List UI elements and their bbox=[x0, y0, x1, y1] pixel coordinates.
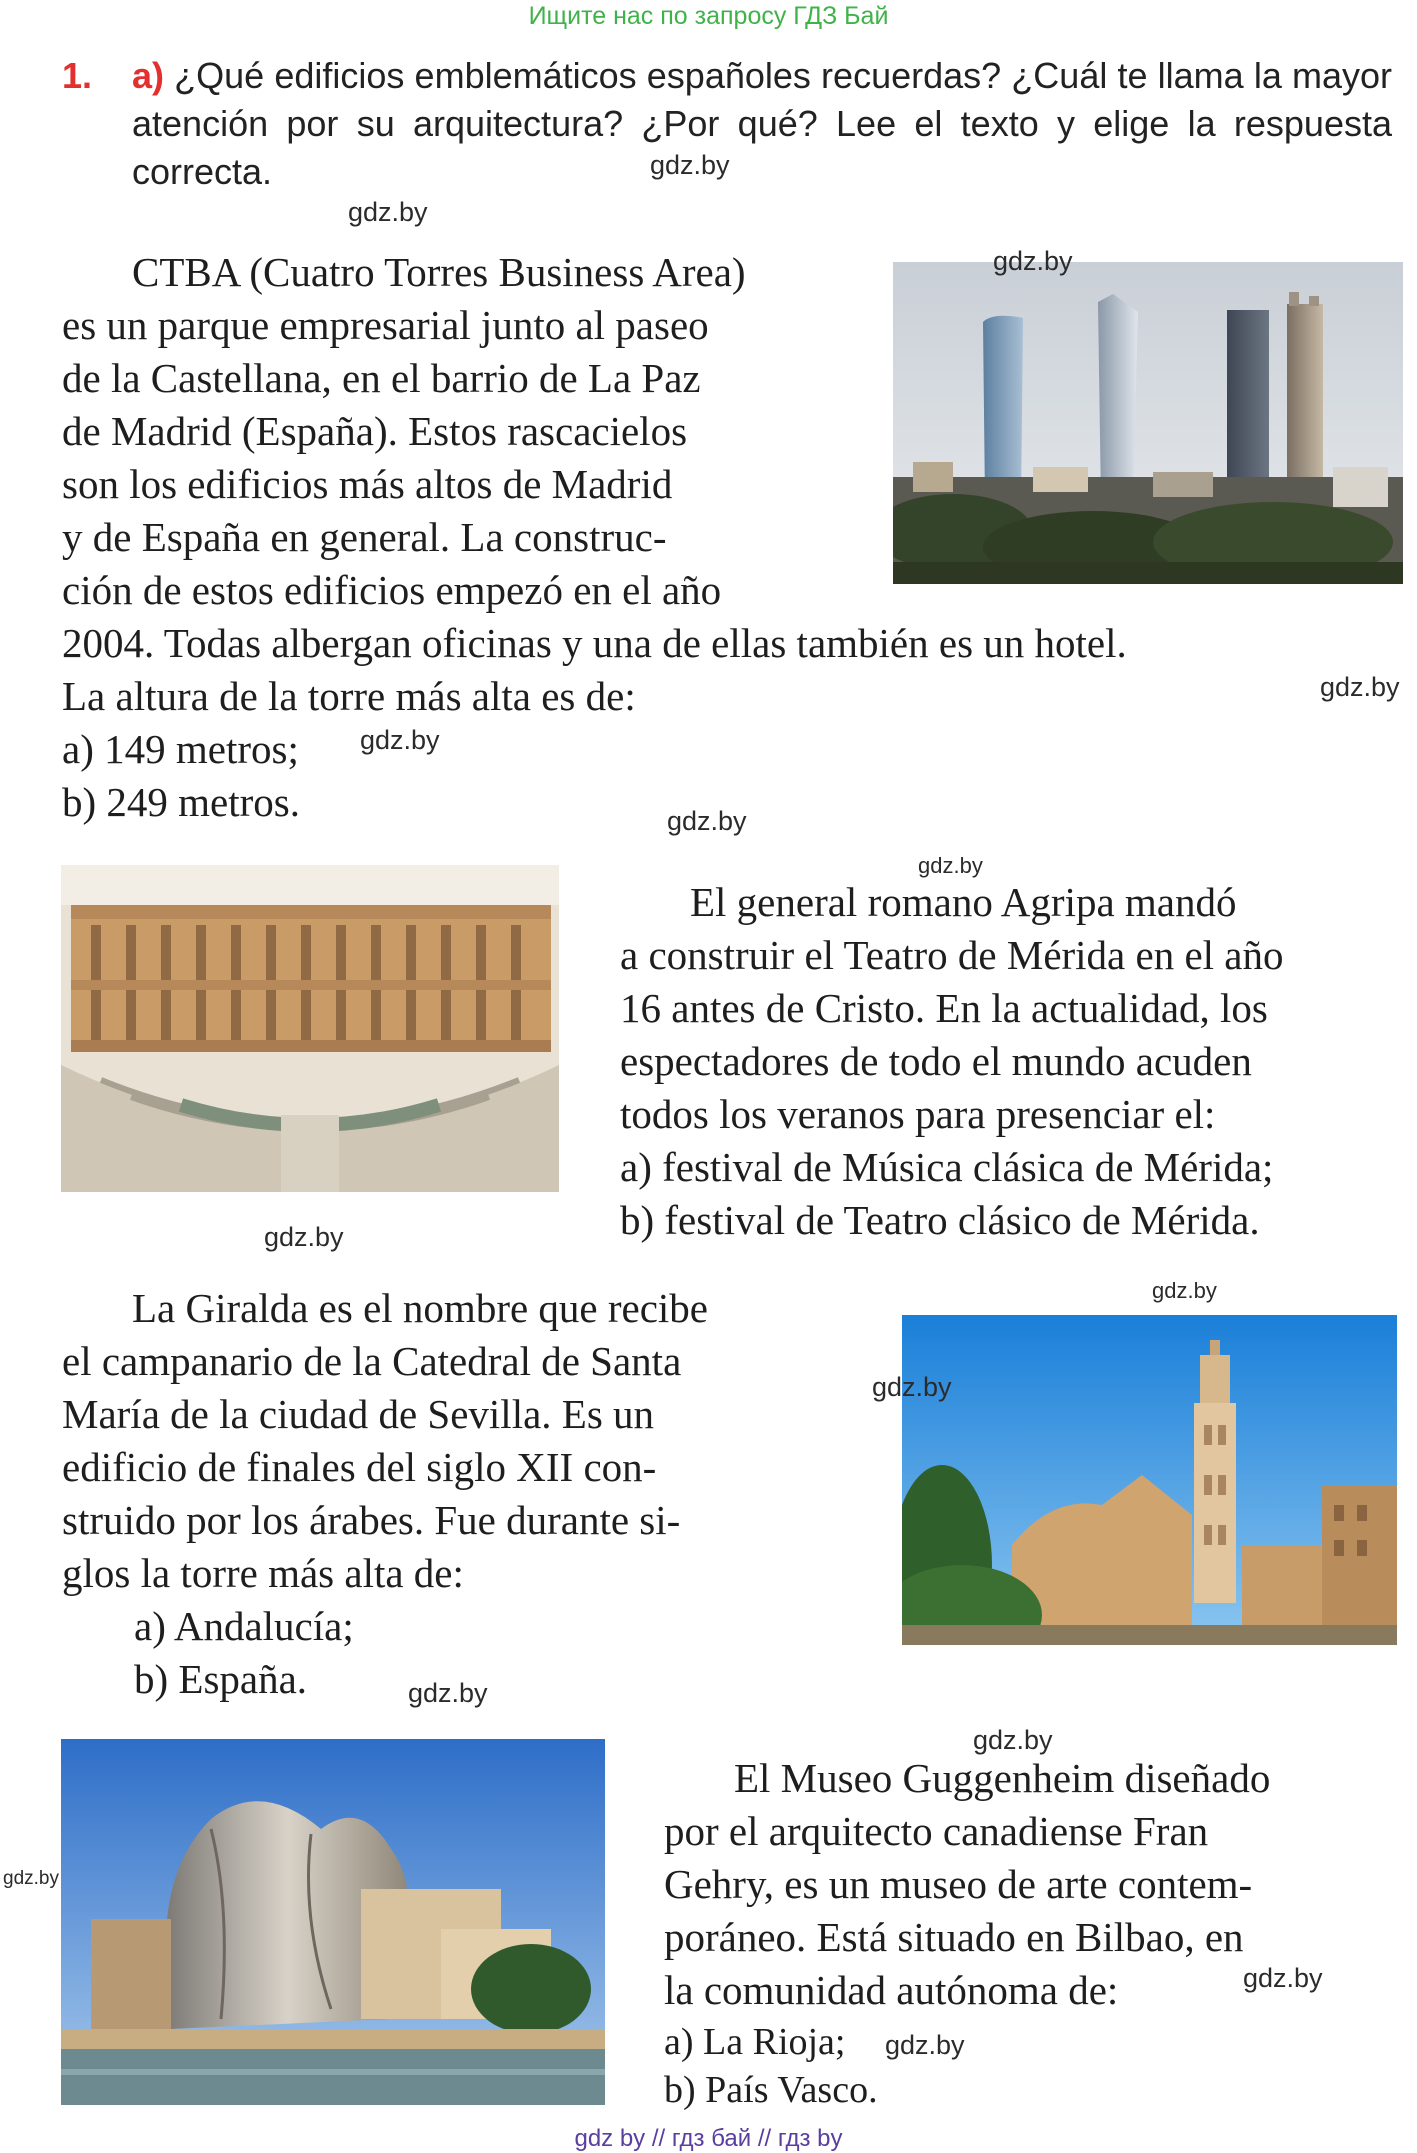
giralda-photo bbox=[902, 1315, 1397, 1645]
task-sub-label: a) bbox=[132, 55, 165, 96]
ctba-line-1: CTBA (Cuatro Torres Business Area) bbox=[132, 249, 746, 295]
merida-line-4: espectadores de todo el mundo acuden bbox=[620, 1038, 1252, 1084]
watermark: gdz.by bbox=[1243, 1963, 1323, 1993]
watermark: gdz.by bbox=[408, 1678, 488, 1708]
top-banner: Ищите нас по запросу ГДЗ Бай bbox=[528, 2, 889, 30]
ctba-line-4: de Madrid (España). Estos rascacielos bbox=[62, 408, 688, 454]
guggenheim-line-4: poráneo. Está situado en Bilbao, en bbox=[664, 1914, 1244, 1960]
giralda-line-5: struido por los árabes. Fue durante si- bbox=[62, 1497, 681, 1543]
guggenheim-photo bbox=[61, 1739, 605, 2105]
giralda-option-b: b) España. bbox=[134, 1656, 308, 1702]
giralda-line-4: edificio de finales del siglo XII con- bbox=[62, 1444, 657, 1490]
task-number: 1. bbox=[62, 55, 93, 96]
watermark: gdz.by bbox=[348, 197, 428, 227]
watermark: gdz.by bbox=[650, 150, 730, 180]
ctba-text-cont bbox=[62, 617, 1402, 829]
ctba-line-8: 2004. Todas albergan oficinas y una de ellas también es un hotel. bbox=[62, 620, 1127, 666]
watermark: gdz.by bbox=[993, 246, 1073, 276]
watermark: gdz.by bbox=[885, 2030, 965, 2060]
ctba-line-3: de la Castellana, en el barrio de La Paz bbox=[62, 355, 701, 401]
watermark: gdz.by bbox=[973, 1725, 1053, 1755]
giralda-option-a: a) Andalucía; bbox=[134, 1603, 354, 1649]
watermark: gdz.by bbox=[3, 1868, 59, 1889]
ctba-towers-photo bbox=[893, 262, 1403, 584]
watermark: gdz.by bbox=[1152, 1278, 1217, 1303]
merida-line-5: todos los veranos para presenciar el: bbox=[620, 1091, 1216, 1137]
guggenheim-options bbox=[664, 2018, 1394, 2114]
footer-credits: gdz by // гдз бай // гдз by bbox=[574, 2125, 843, 2152]
merida-text bbox=[620, 876, 1395, 1247]
ctba-line-7: ción de estos edificios empezó en el año bbox=[62, 567, 722, 613]
guggenheim-option-b: b) País Vasco. bbox=[664, 2069, 878, 2111]
giralda-text bbox=[62, 1282, 842, 1706]
merida-theatre-photo bbox=[61, 865, 559, 1192]
ctba-text bbox=[62, 246, 837, 617]
giralda-line-6: glos la torre más alta de: bbox=[62, 1550, 464, 1596]
watermark: gdz.by bbox=[872, 1372, 952, 1402]
giralda-line-1: La Giralda es el nombre que recibe bbox=[132, 1285, 709, 1331]
watermark: gdz.by bbox=[360, 725, 440, 755]
task-text: ¿Qué edificios emblemáticos españoles recuerdas? ¿Cuál te llama la mayor atención por su arquitectura? ¿Por qué? Lee el texto y elige la respuesta correcta. bbox=[132, 55, 1392, 192]
guggenheim-line-3: Gehry, es un museo de arte contem- bbox=[664, 1861, 1253, 1907]
giralda-line-3: María de la ciudad de Sevilla. Es un bbox=[62, 1391, 655, 1437]
guggenheim-line-2: por el arquitecto canadiense Fran bbox=[664, 1808, 1209, 1854]
ctba-line-9: La altura de la torre más alta es de: bbox=[62, 673, 636, 719]
ctba-line-5: son los edificios más altos de Madrid bbox=[62, 461, 673, 507]
watermark: gdz.by bbox=[1320, 672, 1400, 702]
watermark: gdz.by bbox=[918, 853, 983, 878]
ctba-line-6: y de España en general. La construc- bbox=[62, 514, 667, 560]
watermark: gdz.by bbox=[667, 806, 747, 836]
merida-line-2: a construir el Teatro de Mérida en el año bbox=[620, 932, 1284, 978]
merida-option-b: b) festival de Teatro clásico de Mérida. bbox=[620, 1197, 1260, 1243]
merida-line-3: 16 antes de Cristo. En la actualidad, los bbox=[620, 985, 1268, 1031]
ctba-line-2: es un parque empresarial junto al paseo bbox=[62, 302, 709, 348]
ctba-option-a: a) 149 metros; bbox=[62, 726, 299, 772]
ctba-option-b: b) 249 metros. bbox=[62, 779, 300, 825]
guggenheim-line-1: El Museo Guggenheim diseñado bbox=[734, 1755, 1271, 1801]
merida-line-1: El general romano Agripa mandó bbox=[690, 879, 1237, 925]
watermark: gdz.by bbox=[264, 1222, 344, 1252]
guggenheim-line-5: la comunidad autónoma de: bbox=[664, 1967, 1119, 2013]
giralda-line-2: el campanario de la Catedral de Santa bbox=[62, 1338, 682, 1384]
guggenheim-option-a: a) La Rioja; bbox=[664, 2021, 846, 2063]
merida-option-a: a) festival de Música clásica de Mérida; bbox=[620, 1144, 1274, 1190]
